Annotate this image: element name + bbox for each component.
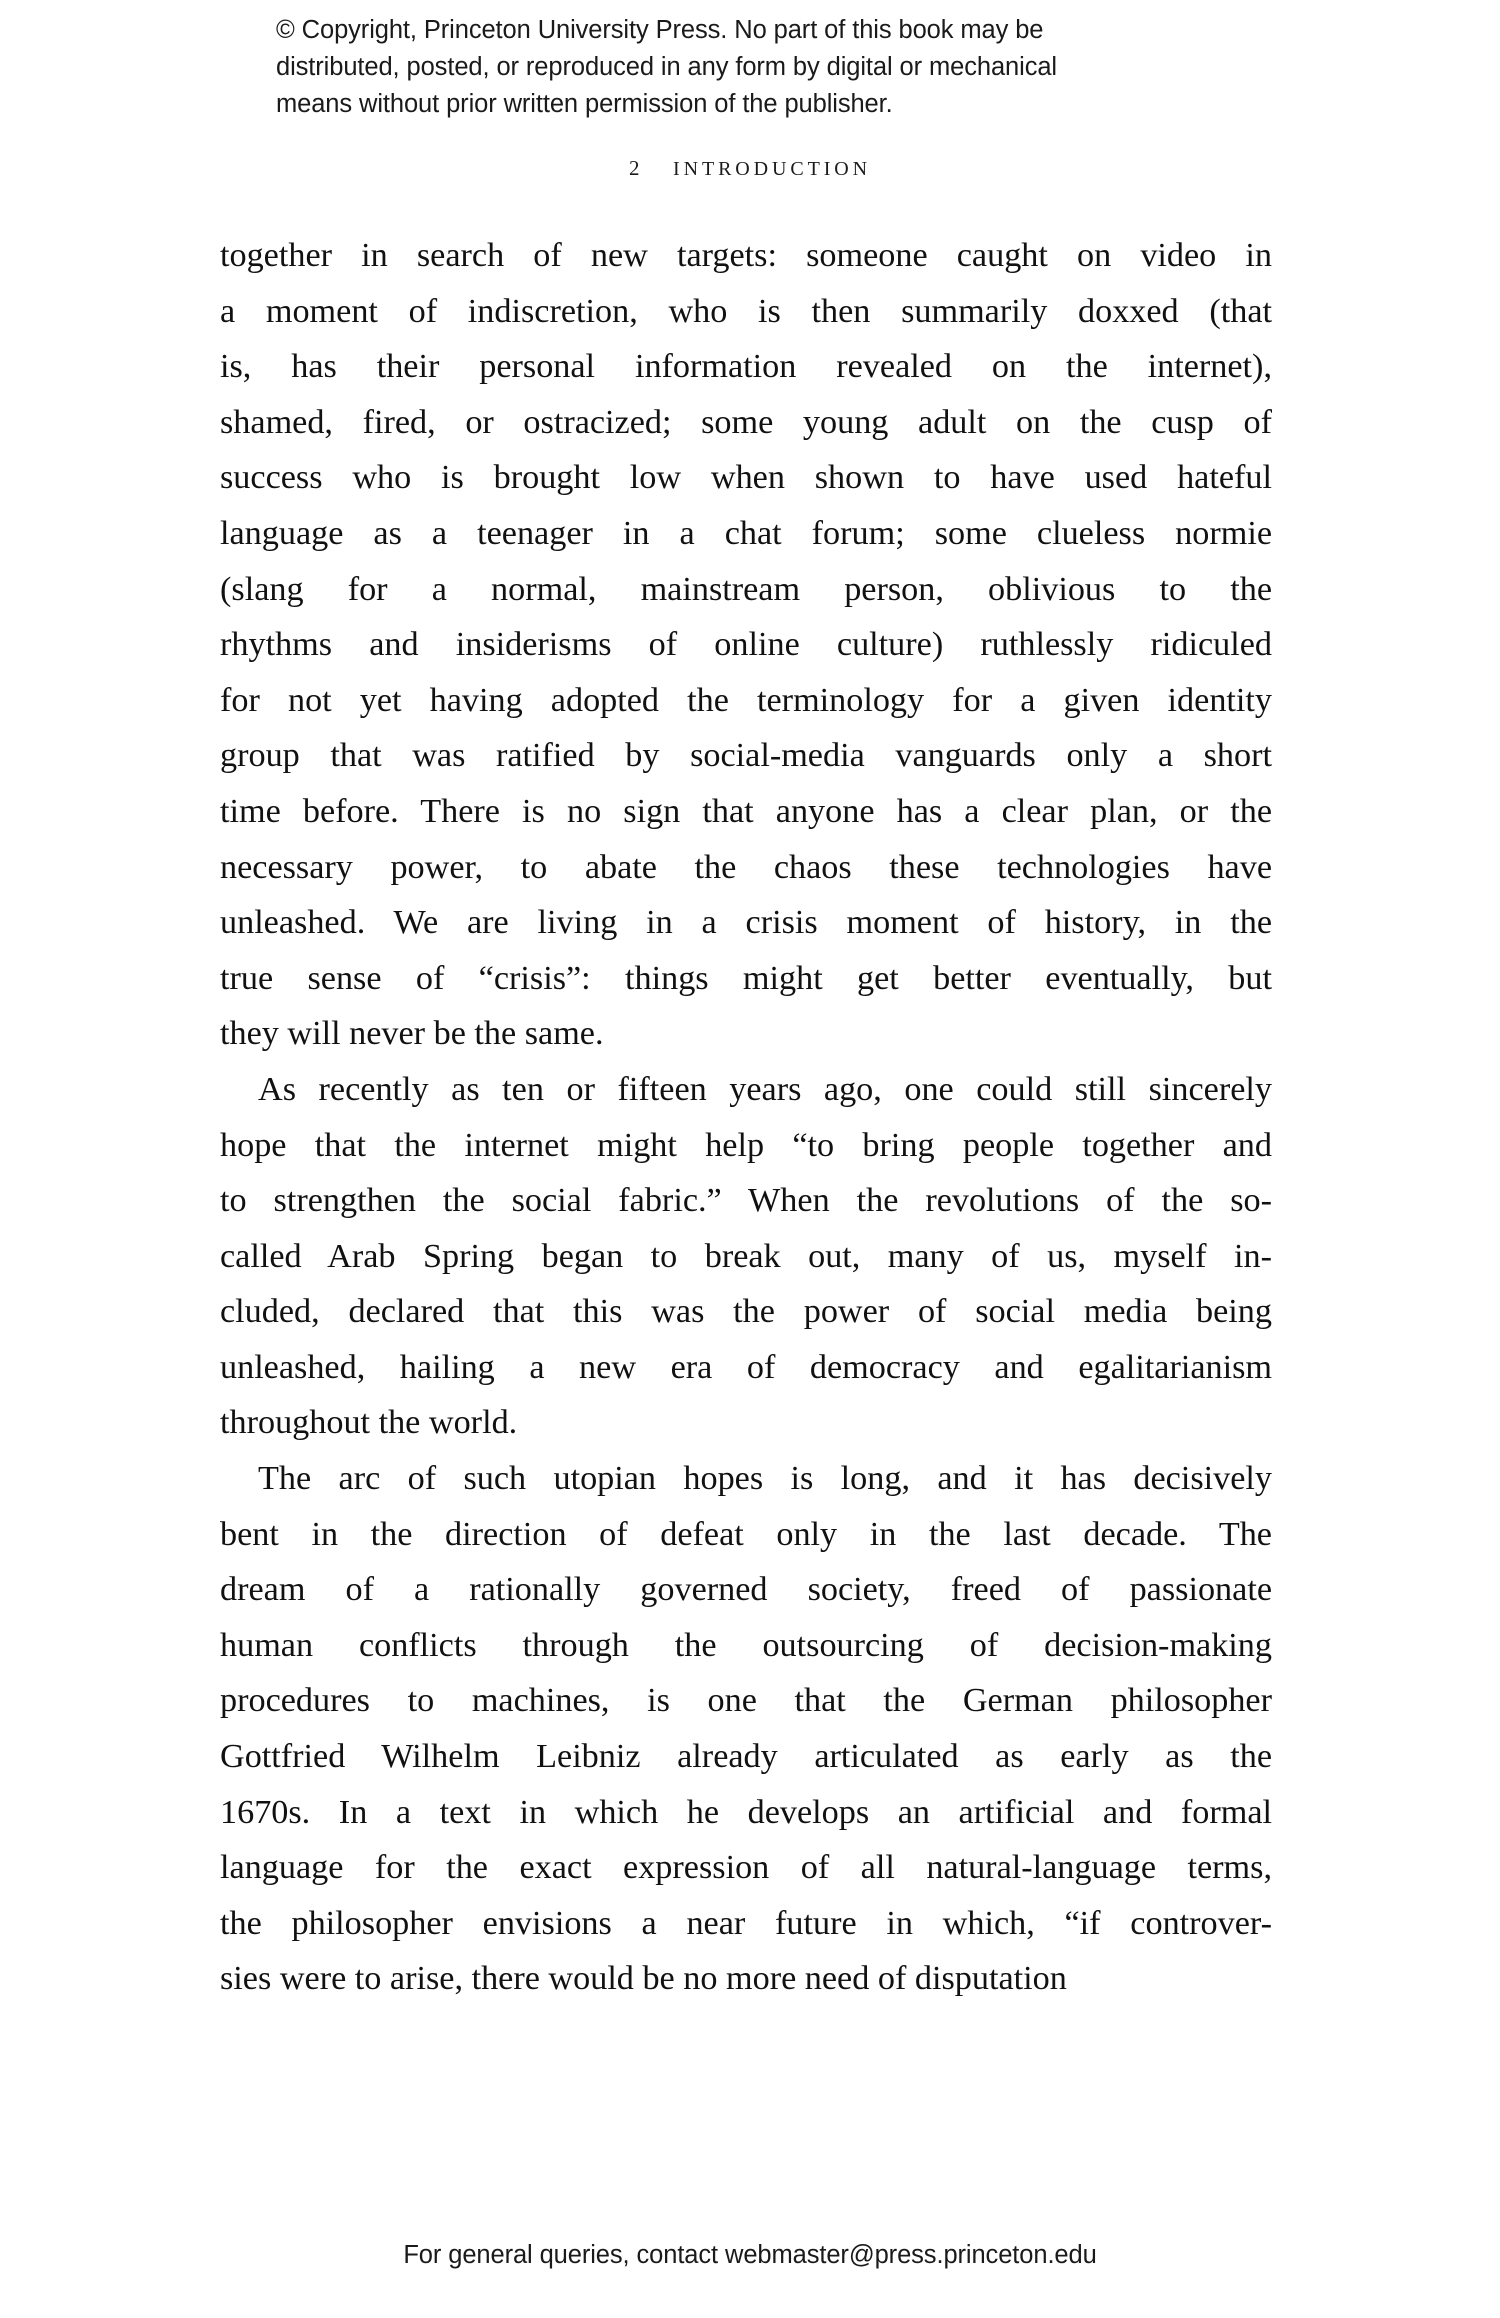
text-line: they will never be the same.: [220, 1015, 604, 1053]
text-line: for not yet having adopted the terminology for a given identity: [220, 681, 1272, 719]
text-line: procedures to machines, is one that the German philosopher: [220, 1682, 1272, 1720]
text-line: cluded, declared that this was the power of social media being: [220, 1293, 1272, 1331]
text-line: group that was ratified by social-media vanguards only a short: [220, 737, 1272, 775]
text-line: true sense of “crisis”: things might get better eventually, but: [220, 959, 1272, 997]
text-line: the philosopher envisions a near future in which, “if controver-: [220, 1904, 1272, 1942]
text-line: to strengthen the social fabric.” When the revolutions of the so-: [220, 1182, 1272, 1220]
page-folio-number: 2: [629, 156, 641, 180]
copyright-notice: [276, 12, 1216, 123]
text-line: The arc of such utopian hopes is long, and it has decisively: [258, 1460, 1272, 1498]
text-line: As recently as ten or fifteen years ago, one could still sincerely: [258, 1070, 1272, 1108]
text-line: rhythms and insiderisms of online culture) ruthlessly ridiculed: [220, 626, 1272, 664]
text-line: language as a teenager in a chat forum; some clueless normie: [220, 514, 1272, 552]
text-line: a moment of indiscretion, who is then summarily doxxed (that: [220, 292, 1272, 330]
copyright-line-1: © Copyright, Princeton University Press. No part of this book may be: [276, 16, 1044, 44]
text-line: together in search of new targets: someone caught on video in: [220, 237, 1272, 274]
text-line: time before. There is no sign that anyone has a clear plan, or the: [220, 792, 1272, 830]
paragraph-1: [220, 228, 1272, 1062]
text-line: (slang for a normal, mainstream person, oblivious to the: [220, 570, 1272, 608]
text-line: Gottfried Wilhelm Leibniz already articulated as early as the: [220, 1738, 1272, 1776]
paragraph-3: [220, 1451, 1272, 2007]
text-line: dream of a rationally governed society, freed of passionate: [220, 1571, 1272, 1609]
text-line: human conflicts through the outsourcing of decision-making: [220, 1626, 1272, 1664]
copyright-line-2: distributed, posted, or reproduced in any form by digital or mechanical: [276, 53, 1057, 81]
text-line: is, has their personal information revealed on the internet),: [220, 348, 1272, 386]
paragraph-2: [220, 1062, 1272, 1451]
text-line: shamed, fired, or ostracized; some young adult on the cusp of: [220, 403, 1272, 441]
text-line: unleashed, hailing a new era of democracy and egalitarianism: [220, 1348, 1272, 1386]
text-line: sies were to arise, there would be no more need of disputation: [220, 1960, 1067, 1998]
text-line: necessary power, to abate the chaos these technologies have: [220, 848, 1272, 886]
text-line: language for the exact expression of all natural-language terms,: [220, 1849, 1272, 1887]
body-text-block: [220, 228, 1272, 2007]
text-line: hope that the internet might help “to bring people together and: [220, 1126, 1272, 1164]
copyright-line-3: means without prior written permission of the publisher.: [276, 90, 893, 118]
text-line: 1670s. In a text in which he develops an artificial and formal: [220, 1793, 1272, 1831]
running-head-title: INTRODUCTION: [673, 158, 871, 180]
running-head: [0, 156, 1500, 181]
text-line: throughout the world.: [220, 1404, 518, 1442]
text-line: bent in the direction of defeat only in the last decade. The: [220, 1515, 1272, 1553]
text-line: unleashed. We are living in a crisis moment of history, in the: [220, 904, 1272, 942]
text-line: success who is brought low when shown to have used hateful: [220, 459, 1272, 497]
text-line: called Arab Spring began to break out, many of us, myself in-: [220, 1237, 1272, 1275]
footer-query-note: For general queries, contact webmaster@press.princeton.edu: [403, 2241, 1097, 2269]
